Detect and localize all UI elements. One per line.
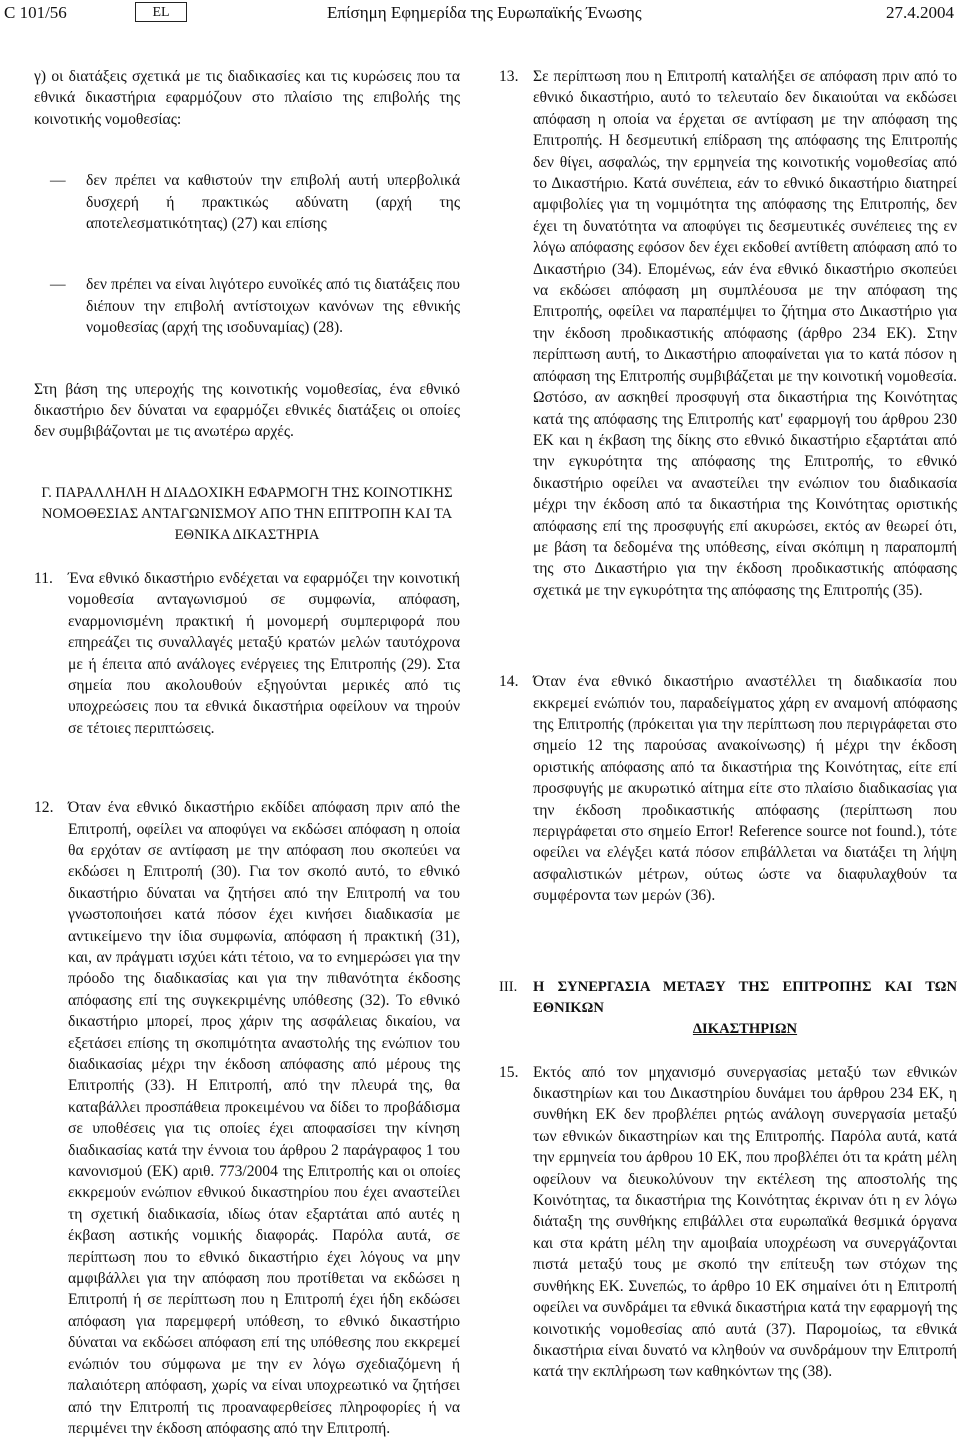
dash-item-text: δεν πρέπει να είναι λιγότερο ευνοϊκές από τις διατάξεις που διέπουν την επιβολή αντίστοιχων κανόνων της εθνικής νομοθεσίας (αρχή της ισοδυναμίας) (28). [86,276,460,337]
paragraph-text: Σε περίπτωση που η Επιτροπή καταλήξει σε απόφαση πριν από το εθνικό δικαστήριο, αυτό το τελευταίο δεν δικαιούται να εκδώσει απόφαση η οποία να έρχεται σε αντίφαση με την απόφαση της Επιτροπής. Η δεσμευτική επίδραση της απόφασης της Επιτροπής δεν θίγει, ασφαλώς, την ερμηνεία της κοινοτικής νομοθεσίας από το Δικαστήριο. Κατά συνέπεια, εάν το εθνικό δικαστήριο διατηρεί αμφιβολίες για τη νομιμότητα της απόφασης της Επιτροπής, δεν έχει τη δυνατότητα να αποφύγει τις δεσμευτικές συνέπειες της εν λόγω απόφασης εφόσον δεν έχει εκδοθεί αντίθετη απόφαση από το Δικαστήριο (34). Επομένως, εάν ένα εθνικό δικαστήριο σκοπεύει να εκδώσει απόφαση μη συμπλέουσα με την απόφαση της Επιτροπής, οφείλει να παραπέμψει το ζήτημα στο Δικαστήριο για την έκδοση προδικαστικής απόφασης (άρθρο 234 ΕΚ). Στην περίπτωση αυτή, το Δικαστήριο αποφαίνεται για το κατά πόσον η απόφαση της Επιτροπής συμβιβάζεται με την κοινοτική νομοθεσία. Ωστόσο, αν ασκηθεί προσφυγή στα δικαστήρια της Κοινότητας κατά της απόφασης της Επιτροπής κατ' εφαρμογή του άρθρου 230 ΕΚ και η έκβαση της δίκης στο εθνικό δικαστήριο εξαρτάται από την εγκυρότητα της απόφασης της Επιτροπής, το εθνικό δικαστήριο οφείλει να αναστείλει την ενώπιον του διαδικασία μέχρι την έκδοση από τα δικαστήρια της Κοινότητας οριστικής απόφασης επί της προσφυγής επί ακυρώσει, εκτός αν θεωρεί ότι, με βάση τα δεδομένα της υπόθεσης, είναι σκόπιμη η παραπομπή της στο Δικαστήριο για την έκδοση προδικαστικής απόφασης σχετικά με την εγκυρότητα της απόφασης της Επιτροπής (35). [533,68,957,599]
language-badge: EL [135,2,187,22]
supremacy-paragraph: Στη βάση της υπεροχής της κοινοτικής νομοθεσίας, ένα εθνικό δικαστήριο δεν δύναται να εφαρμόζει εθνικές διατάξεις οι οποίες δεν συμβιβάζονται με τις ανωτέρω αρχές. [34,380,460,441]
paragraph-number: 14. [499,673,519,691]
paragraph-text: Ένα εθνικό δικαστήριο ενδέχεται να εφαρμόζει την κοινοτική νομοθεσία ανταγωνισμού σε συμφωνία, απόφαση, εναρμονισμένη πρακτική ή μονομερή συμπεριφορά που επηρεάζει τις συναλλαγές μεταξύ κρατών μελών ταυτόχρονα με ή έπειτα από ανάλογες ενέργειες της Επιτροπής (29). Στα σημεία που ακολουθούν εξηγούνται μερικές από τις υποχρεώσεις που τα εθνικά δικαστήρια οφείλουν να τηρούν σε τέτοιες περιπτώσεις. [68,569,460,737]
section-heading-g: Γ. ΠΑΡΑΛΛΗΛΗ Η ΔΙΑΔΟΧΙΚΗ ΕΦΑΡΜΟΓΗ ΤΗΣ ΚΟΙΝΟΤΙΚΗΣ ΝΟΜΟΘΕΣΙΑΣ ΑΝΤΑΓΩΝΙΣΜΟΥ ΑΠΟ ΤΗΝ ΕΠΙΤΡΟΠΗ ΚΑΙ ΤΑ ΕΘΝΙΚΑ ΔΙΚΑΣΤΗΡΙΑ [41,484,453,543]
page-header [0,0,960,26]
right-column [499,66,957,1383]
intro-paragraph: γ) οι διατάξεις σχετικά με τις διαδικασίες και τις κυρώσεις που τα εθνικά δικαστήρια εφαρμόζουν στο πλαίσιο της επιβολής της κοινοτικής νομοθεσίας: [34,68,460,128]
paragraph-number: 13. [499,68,519,85]
left-column [34,66,460,1439]
section-heading-iii [499,977,957,1040]
paragraph-11 [34,568,460,739]
paragraph-number: 12. [34,799,54,817]
section-heading-line-1: Η ΣΥΝΕΡΓΑΣΙΑ ΜΕΤΑΞΥ ΤΗΣ ΕΠΙΤΡΟΠΗΣ ΚΑΙ ΤΩΝ ΕΘΝΙΚΩΝ [533,978,957,1016]
paragraph-text: Όταν ένα εθνικό δικαστήριο αναστέλλει τη διαδικασία που εκκρεμεί ενώπιόν του, παραδείγματος χάρη εν αναμονή απόφασης της Επιτροπής (πρόκειται για την περίπτωση που περιγράφεται στο σημείο 12 της παρούσας ανακοίνωσης) ή μέχρι την έκδοση οριστικής απόφασης από τα δικαστήρια της Κοινότητας, είτε επί προσφυγής με ακυρωτικό αίτημα είτε στο πλαίσιο διαδικασίας για την έκδοση προδικαστικής απόφασης (περίπτωση που περιγράφεται στο σημείο Error! Reference source not found.), τότε οφείλει να ελέγξει κατά πόσον επιβάλλεται να διατάξει τη λήψη ασφαλιστικών μέτρων, ούτως ώστε να διαφυλαχθούν τα συμφέροντα των μερών (36). [533,673,957,905]
paragraph-number: 15. [499,1063,519,1081]
paragraph-15 [499,1062,957,1383]
paragraph-14 [499,671,957,906]
paragraph-12 [34,797,460,1439]
paragraph-number: 11. [34,569,53,587]
dash-marker: — [50,276,66,294]
dash-item-effectiveness [34,170,460,234]
section-number: III. [499,978,518,995]
paragraph-text: Όταν ένα εθνικό δικαστήριο εκδίδει απόφαση πριν από the Επιτροπή, οφείλει να αποφύγει να εκδώσει απόφαση η οποία θα ερχόταν σε αντίφαση με την απόφαση που σκοπεύει να εκδώσει η Επιτροπή (30). Για τον σκοπό αυτό, το εθνικό δικαστήριο δύναται να ζητήσει από την Επιτροπή να του γνωστοποιήσει κατά πόσον έχει κινήσει διαδικασία με αντικείμενο την ίδια συμφωνία, απόφαση ή πρακτική (31), και, αν πράγματι ισχύει κάτι τέτοιο, να το ενημερώσει για την πρόοδο της διαδικασίας και για την πιθανότητα έκδοσης απόφασης επί της συγκεκριμένης υπόθεσης (32). Το εθνικό δικαστήριο μπορεί, προς χάριν της ασφάλειας δικαίου, να εξετάσει επίσης τη σκοπιμότητα αναστολής της ενώπιον του διαδικασίας μέχρι την έκδοση απόφασης από μέρους της Επιτροπής (33). Η Επιτροπή, από την πλευρά της, θα καταβάλλει προσπάθεια προκειμένου να δίδει το προβάδισμα σε υποθέσεις για τις οποίες έχει αποφασίσει την κίνηση διαδικασίας κατά την έννοια του άρθρου 2 παράγραφος 1 του κανονισμού (ΕΚ) αριθ. 773/2004 της Επιτροπής και οι οποίες εκκρεμούν ενώπιον εθνικού δικαστηρίου που έχει αναστείλει τη σχετική διαδικασία, ιδίως όταν εξαρτάται από αυτές η έκβαση αστικής νομικής διαφοράς. Παρόλα αυτά, σε περίπτωση που το εθνικό δικαστήριο έχει λόγους να μην αμφιβάλλει για την απόφαση που προτίθεται να εκδώσει η Επιτροπή ή σε περίπτωση που η Επιτροπή έχει ήδη εκδώσει απόφαση για παρεμφερή υπόθεση, το εθνικό δικαστήριο δύναται να εκδώσει απόφαση επί της υπόθεσης που εκκρεμεί ενώπιόν του σύμφωνα με την εν λόγω σχεδιαζόμενη ή παλαιότερη απόφαση, χωρίς να είναι υποχρεωτικό να ζητήσει από την Επιτροπή τις προαναφερθείσες πληροφορίες ή να περιμένει την έκδοση απόφασης από την Επιτροπή. [68,799,460,1437]
paragraph-13 [499,66,957,601]
journal-title: Επίσημη Εφημερίδα της Ευρωπαϊκής Ένωσης [327,3,642,22]
dash-item-text: δεν πρέπει να καθιστούν την επιβολή αυτή υπερβολικά δυσχερή ή πρακτικώς αδύνατη (αρχή της αποτελεσματικότητας) (27) και επίσης [86,172,460,233]
publication-date: 27.4.2004 [886,3,954,22]
paragraph-text: Εκτός από τον μηχανισμό συνεργασίας μεταξύ των εθνικών δικαστηρίων και του Δικαστηρίου δυνάμει του άρθρου 234 ΕΚ, η συνθήκη ΕΚ δεν προβλέπει ρητώς ανάλογη συνεργασία μεταξύ των εθνικών δικαστηρίων και της Επιτροπής. Παρόλα αυτά, κατά την ερμηνεία του άρθρου 10 ΕΚ, που προβλέπει ότι τα κράτη μέλη οφείλουν να διευκολύνουν την εκτέλεση της αποστολής της Κοινότητας, τα δικαστήρια της Κοινότητας έκριναν ότι η εν λόγω διάταξη της συνθήκης επιβάλλει στα ευρωπαϊκά θεσμικά όργανα και στα κράτη μέλη την αμοιβαία υποχρέωση να συνεργάζονται πιστά μεταξύ τους με σκοπό την επίτευξη των στόχων της συνθήκης ΕΚ. Συνεπώς, το άρθρο 10 ΕΚ σημαίνει ότι η Επιτροπή οφείλει να συνδράμει τα εθνικά δικαστήρια κατά την εφαρμογή της κοινοτικής νομοθεσίας από αυτά (37). Παρομοίως, τα εθνικά δικαστήρια είναι δυνατό να κληθούν να συνδράμουν την Επιτροπή κατά την εκπλήρωση των καθηκόντων της (38). [533,1063,957,1381]
dash-marker: — [50,172,66,190]
page-number: C 101/56 [4,3,67,22]
dash-item-equivalence [34,274,460,338]
section-heading-line-2: ΔΙΚΑΣΤΗΡΙΩΝ [692,1020,798,1037]
